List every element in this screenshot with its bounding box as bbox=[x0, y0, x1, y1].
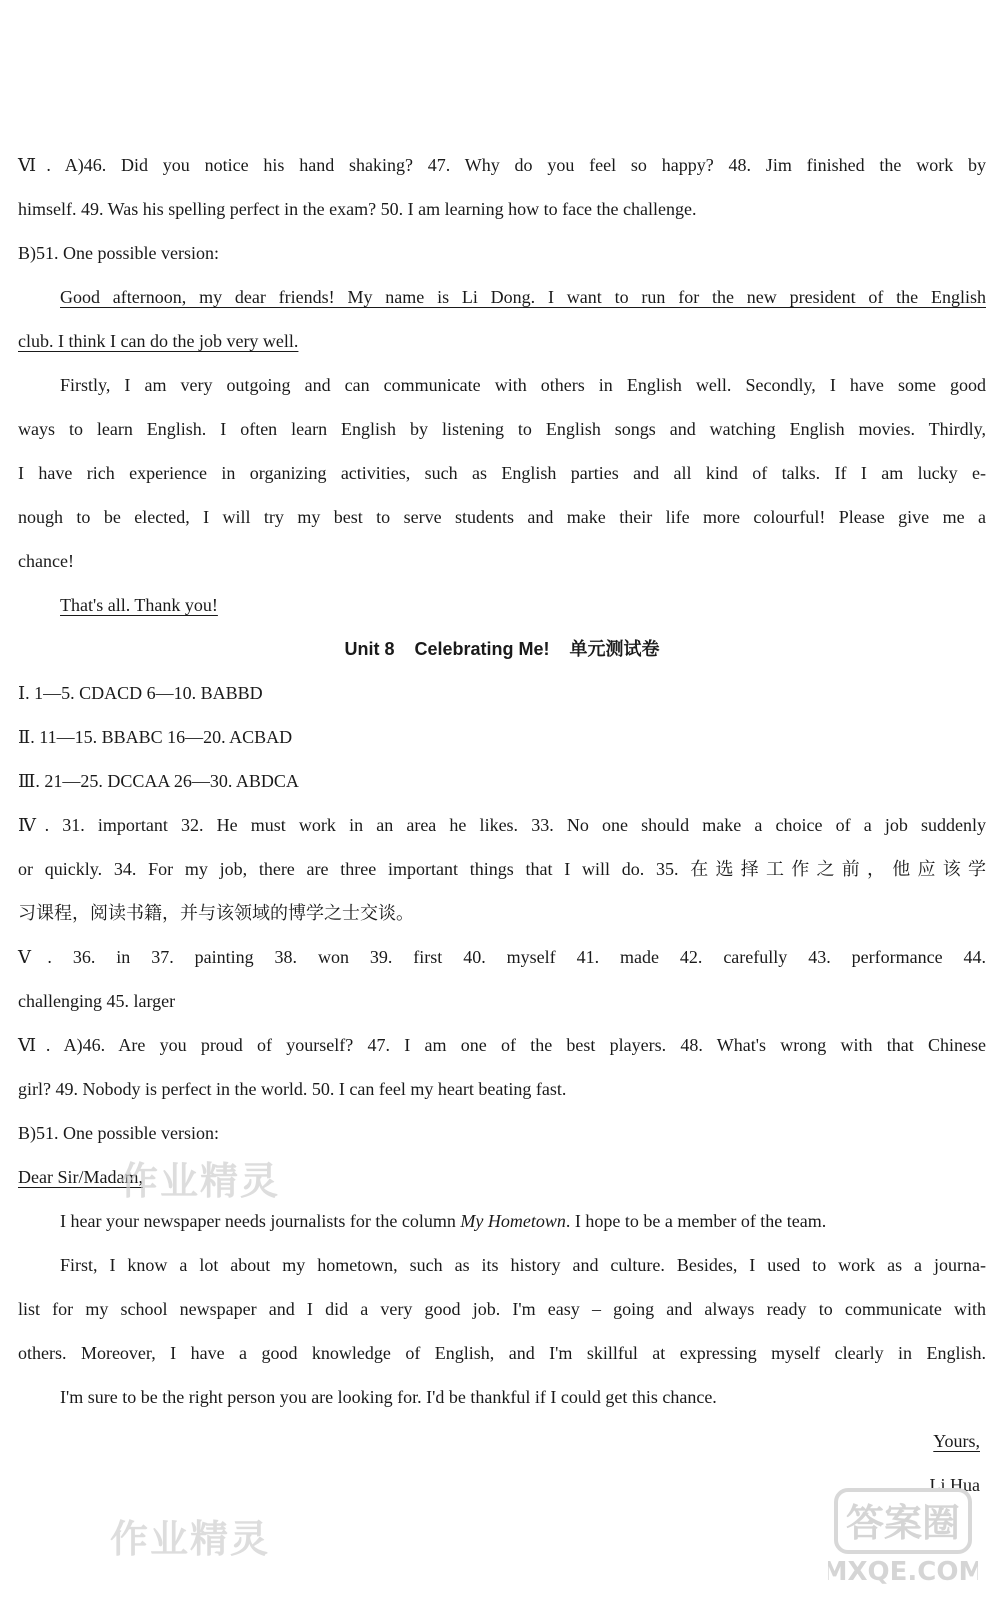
answer-line: Ⅳ. 31. important 32. He must work in an area he likes. 33. No one should make a choice of a job suddenly bbox=[18, 815, 986, 835]
text-line: nough to be elected, I will try my best to serve students and make their life more colourful! Please give me a bbox=[18, 507, 986, 527]
unit-title bbox=[18, 627, 986, 671]
letter-signature: Li Hua bbox=[929, 1475, 980, 1495]
site-logo bbox=[828, 1480, 978, 1590]
text-line: chance! bbox=[18, 551, 74, 571]
text-line: Firstly, I am very outgoing and can communicate with others in English well. Secondly, I have some good bbox=[60, 375, 986, 395]
underlined-closing: Yours, bbox=[933, 1431, 980, 1451]
answer-line: challenging 45. larger bbox=[18, 991, 176, 1011]
column-name: My Hometown bbox=[460, 1211, 566, 1231]
text-line: ways to learn English. I often learn English by listening to English songs and watching English movies. Thirdly, bbox=[18, 419, 986, 439]
watermark-text: 作业精灵 bbox=[110, 1517, 271, 1561]
text-line: I have rich experience in organizing activities, such as English parties and all kind of talks. If I am lucky e- bbox=[18, 463, 986, 483]
underlined-sentence: club. I think I can do the job very well. bbox=[18, 331, 299, 351]
logo-icon bbox=[828, 1480, 978, 1590]
text-line bbox=[18, 275, 986, 319]
unit-number: Unit 8 bbox=[344, 639, 395, 659]
letter-closing bbox=[18, 1419, 986, 1463]
answer-line: Ⅱ. 11—15. BBABC 16—20. ACBAD bbox=[18, 727, 293, 747]
underlined-salutation: Dear Sir/Madam, bbox=[18, 1167, 143, 1187]
underlined-sentence: Good afternoon, my dear friends! My name is Li Dong. I want to run for the new president of the English bbox=[60, 287, 986, 307]
letter-line: First, I know a lot about my hometown, such as its history and culture. Besides, I used to work as a journa- bbox=[60, 1255, 986, 1275]
letter-line: I'm sure to be the right person you are looking for. I'd be thankful if I could get this chance. bbox=[60, 1387, 717, 1407]
answer-line: Ⅲ. 21—25. DCCAA 26—30. ABDCA bbox=[18, 771, 299, 791]
answer-line: girl? 49. Nobody is perfect in the world. 50. I can feel my heart beating fast. bbox=[18, 1079, 567, 1099]
logo-site: MXQE.COM bbox=[828, 1557, 978, 1587]
logo-text: 答案圈 bbox=[845, 1501, 961, 1545]
text-line: himself. 49. Was his spelling perfect in the exam? 50. I am learning how to face the challenge. bbox=[18, 199, 697, 219]
section-label: B)51. One possible version: bbox=[18, 243, 219, 263]
letter-line bbox=[18, 1199, 986, 1243]
section-label: B)51. One possible version: bbox=[18, 1123, 219, 1143]
letter-line: list for my school newspaper and I did a very good job. I'm easy – going and always ready to communicate with bbox=[18, 1299, 986, 1319]
watermark-text: 作业精灵 bbox=[120, 1159, 281, 1203]
unit-suffix: 单元测试卷 bbox=[569, 639, 660, 659]
underlined-sentence: That's all. Thank you! bbox=[60, 595, 218, 615]
text-line bbox=[18, 583, 986, 627]
unit-name: Celebrating Me! bbox=[414, 639, 550, 659]
letter-text: I hear your newspaper needs journalists for the column bbox=[60, 1211, 461, 1231]
answer-line: 习课程，阅读书籍，并与该领域的博学之士交谈。 bbox=[18, 903, 414, 923]
answer-line: Ⅰ. 1—5. CDACD 6—10. BABBD bbox=[18, 683, 263, 703]
answer-line: Ⅵ. A)46. Are you proud of yourself? 47. I am one of the best players. 48. What's wrong with that Chinese bbox=[18, 1035, 986, 1055]
letter-line: others. Moreover, I have a good knowledge of English, and I'm skillful at expressing myself clearly in English. bbox=[18, 1343, 986, 1363]
text-line: Ⅵ. A)46. Did you notice his hand shaking? 47. Why do you feel so happy? 48. Jim finished the work by bbox=[18, 155, 986, 175]
letter-text: . I hope to be a member of the team. bbox=[565, 1211, 827, 1231]
answer-line: or quickly. 34. For my job, there are three important things that I will do. 35. 在选择工作之前，他应该学 bbox=[18, 859, 986, 879]
text-line bbox=[18, 319, 986, 363]
answer-line: Ⅴ. 36. in 37. painting 38. won 39. first 40. myself 41. made 42. carefully 43. performance 44. bbox=[18, 947, 986, 967]
answer-page bbox=[18, 143, 986, 1507]
